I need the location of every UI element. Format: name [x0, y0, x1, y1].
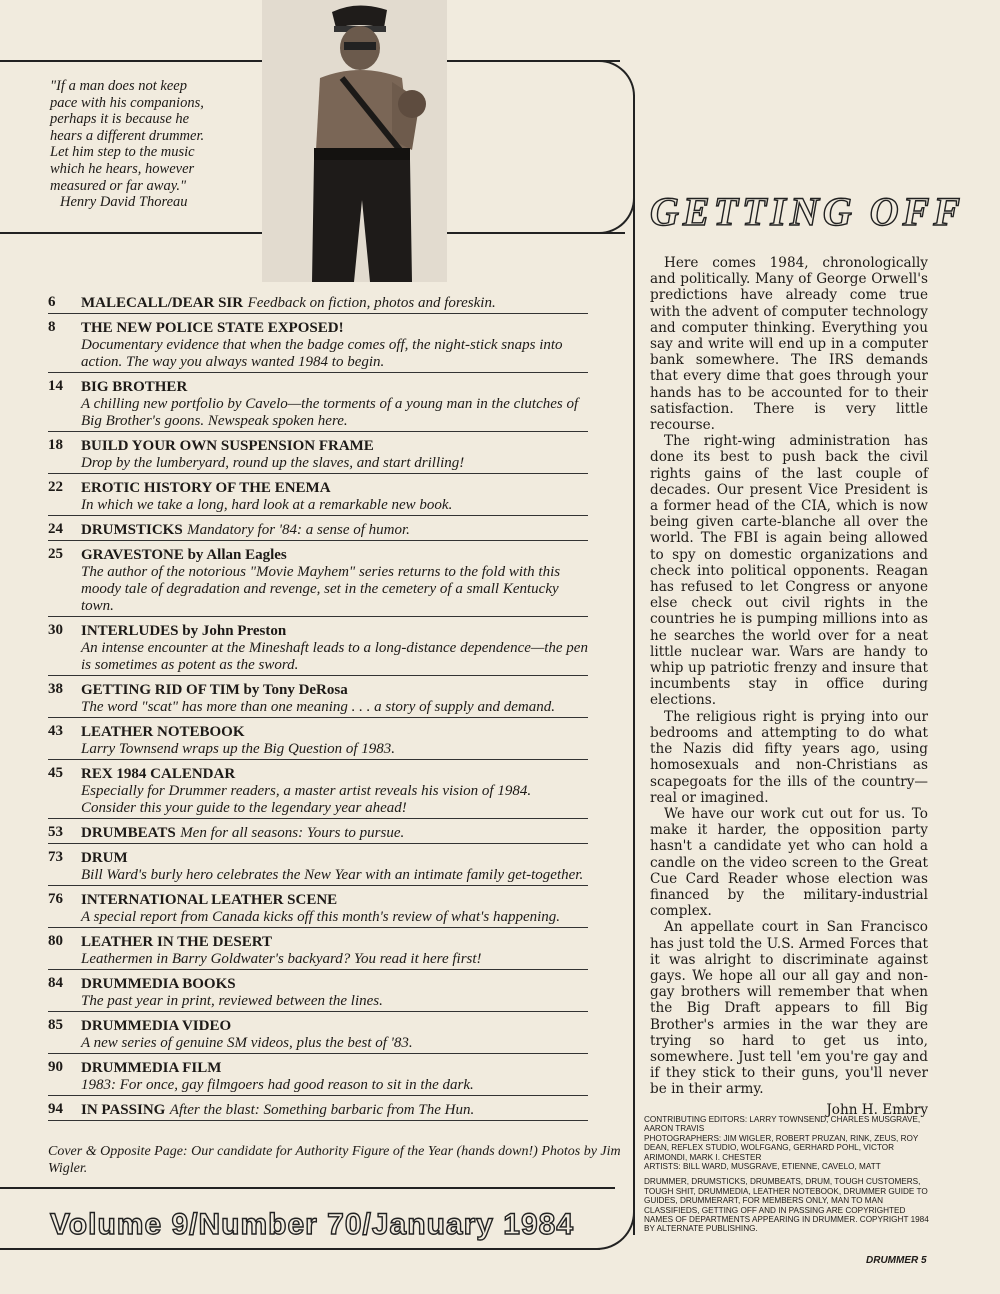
editorial-paragraph: An appellate court in San Francisco has just told the U.S. Armed Forces that it was alright to discriminate against gays. We hope all our all gay and non-gay brothers will remember that when the Big Draft appears to fill Big Brother's armies in the war they are trying so hard to get us into, somewhere. Just tell 'em you're gay and if they stick to their guns, you'll never be in their army. [650, 919, 928, 1098]
page-folio: DRUMMER 5 [866, 1255, 927, 1266]
toc-entry [48, 763, 588, 819]
toc-page-number: 73 [48, 849, 63, 865]
quote-author: Henry David Thoreau [60, 194, 188, 211]
toc-page-number: 22 [48, 479, 63, 495]
volume-line: Volume 9/Number 70/January 1984 [50, 1208, 575, 1241]
quote-line: measured or far away." [50, 177, 187, 194]
toc-entry [48, 317, 588, 373]
toc-entry [48, 519, 588, 541]
toc-page-number: 8 [48, 319, 56, 335]
toc-page-number: 25 [48, 546, 63, 562]
toc-description: In which we take a long, hard look at a remarkable new book. [81, 497, 453, 513]
frame-corner-bottom [590, 1210, 635, 1250]
toc-title: LEATHER IN THE DESERT [81, 934, 273, 950]
toc-page-number: 38 [48, 681, 63, 697]
bottom-rule-lower [0, 1248, 600, 1250]
photographers: PHOTOGRAPHERS: JIM WIGLER, ROBERT PRUZAN, RINK, ZEUS, ROY DEAN, REFLEX STUDIO, WOLFGANG, GERHARD POHL, VICTOR ARIMONDI, MARK I. CHESTER [644, 1133, 919, 1162]
toc-description: Bill Ward's burly hero celebrates the New Year with an intimate family get-together. [81, 867, 584, 883]
toc-page-number: 90 [48, 1059, 63, 1075]
quote-line: Let him step to the music [50, 144, 195, 161]
toc-page-number: 18 [48, 437, 63, 453]
toc-entry [48, 889, 588, 928]
toc-title: INTERNATIONAL LEATHER SCENE [81, 892, 338, 908]
toc-entry [48, 435, 588, 474]
toc-description: 1983: For once, gay filmgoers had good reason to sit in the dark. [81, 1077, 474, 1093]
toc-description: A special report from Canada kicks off this month's review of what's happening. [81, 909, 561, 925]
toc-page-number: 30 [48, 622, 63, 638]
editorial-paragraph: We have our work cut out for us. To make it harder, the opposition party hasn't a candidate yet who can hold a candle on the video screen to the Great Cue Card Reader whose election was financed by the military-industrial complex. [650, 805, 928, 920]
toc-entry [48, 973, 588, 1012]
toc-description: Mandatory for '84: a sense of humor. [187, 522, 410, 538]
toc-entry [48, 847, 588, 886]
toc-description: Drop by the lumberyard, round up the slaves, and start drilling! [81, 455, 465, 471]
toc-description: A chilling new portfolio by Cavelo—the torments of a young man in the clutches of Big Brother's goons. Newspeak spoken here. [81, 396, 579, 429]
toc-page-number: 94 [48, 1101, 63, 1117]
toc-title: GRAVESTONE by Allan Eagles [81, 547, 287, 563]
toc-title: DRUMMEDIA BOOKS [81, 976, 236, 992]
toc-entry [48, 1099, 588, 1121]
thoreau-quote [50, 78, 260, 211]
quote-line: pace with his companions, [50, 94, 204, 111]
bottom-rule-upper [0, 1187, 615, 1189]
toc-description: An intense encounter at the Mineshaft leads to a long-distance dependence—the pen is sometimes as potent as the sword. [81, 640, 588, 673]
toc-description: The past year in print, reviewed between the lines. [81, 993, 383, 1009]
masthead-credits [644, 1115, 929, 1234]
quote-line: which he hears, however [50, 160, 195, 177]
toc-page-number: 84 [48, 975, 63, 991]
toc-page-number: 85 [48, 1017, 63, 1033]
toc-description: The word "scat" has more than one meaning . . . a story of supply and demand. [81, 699, 555, 715]
toc-entry [48, 376, 588, 432]
toc-title: MALECALL/DEAR SIR [81, 295, 244, 311]
toc-entry [48, 544, 588, 617]
toc-page-number: 53 [48, 824, 63, 840]
editorial-signature: John H. Embry [826, 1101, 928, 1118]
toc-entry [48, 1015, 588, 1054]
toc-description: Leathermen in Barry Goldwater's backyard? You read it here first! [81, 951, 482, 967]
toc-page-number: 45 [48, 765, 63, 781]
toc-description: Men for all seasons: Yours to pursue. [180, 825, 405, 841]
toc-entry [48, 822, 588, 844]
editorial-paragraph: The religious right is prying into our bedrooms and attempting to do what the Nazis did fifty years ago, using homosexuals and non-Christians as scapegoats for the ills of the country—real or imagined. [650, 708, 928, 806]
toc-title: DRUM [81, 850, 128, 866]
toc-title: BUILD YOUR OWN SUSPENSION FRAME [81, 438, 374, 454]
toc-description: Larry Townsend wraps up the Big Question of 1983. [81, 741, 396, 757]
trademark-notice: DRUMMER, DRUMSTICKS, DRUMBEATS, DRUM, TOUGH CUSTOMERS, TOUGH SHIT, DRUMMEDIA, LEATHER NOTEBOOK, DRUMMER GUIDE TO GUIDES, DRUMMERART, FOR MEMBERS ONLY, MAN TO MAN CLASSIFIEDS, GETTING OFF AND IN PASSING ARE COPYRIGHTED NAMES OF DEPARTMENTS APPEARING IN DRUMMER. COPYRIGHT 1984 BY ALTERNATE PUBLISHING. [644, 1177, 929, 1234]
toc-page-number: 6 [48, 294, 56, 310]
frame-corner-top [595, 60, 635, 100]
quote-line: hears a different drummer. [50, 127, 205, 144]
toc-title: DRUMBEATS [81, 825, 176, 841]
cover-credit: Cover & Opposite Page: Our candidate for Authority Figure of the Year (hands down!) Photos by Jim Wigler. [48, 1144, 621, 1176]
toc-description: A new series of genuine SM videos, plus the best of '83. [81, 1035, 413, 1051]
toc-title: REX 1984 CALENDAR [81, 766, 236, 782]
editorial-heading: GETTING OFF [650, 189, 965, 234]
editorial-text [650, 255, 928, 1118]
toc-description: Documentary evidence that when the badge comes off, the night-stick snaps into action. The way you always wanted 1984 to begin. [81, 337, 563, 370]
toc-entry [48, 931, 588, 970]
table-of-contents [48, 292, 588, 1124]
toc-title: BIG BROTHER [81, 379, 188, 395]
toc-title: EROTIC HISTORY OF THE ENEMA [81, 480, 331, 496]
toc-title: DRUMMEDIA VIDEO [81, 1018, 232, 1034]
toc-page-number: 14 [48, 378, 63, 394]
toc-page-number: 43 [48, 723, 63, 739]
toc-description: After the blast: Something barbaric from The Hun. [169, 1102, 475, 1118]
frame-vertical-rule [633, 95, 635, 1235]
toc-title: INTERLUDES by John Preston [81, 623, 287, 639]
cover-photo [262, 0, 447, 282]
toc-entry [48, 292, 588, 314]
editorial-paragraph: Here comes 1984, chronologically and politically. Many of George Orwell's predictions have already come true with the advent of computer technology and computer thinking. Everything you say and write will end up in a computer bank somewhere. The IRS demands that every dime that goes through your hands has to be accounted for to their satisfaction. There is very little recourse. [650, 255, 928, 434]
toc-entry [48, 477, 588, 516]
contributing-editors: CONTRIBUTING EDITORS: LARRY TOWNSEND, CHARLES MUSGRAVE, AARON TRAVIS [644, 1115, 921, 1134]
toc-page-number: 80 [48, 933, 63, 949]
toc-entry [48, 721, 588, 760]
toc-title: DRUMSTICKS [81, 522, 183, 538]
toc-entry [48, 1057, 588, 1096]
quote-line: "If a man does not keep [50, 78, 187, 94]
toc-description: The author of the notorious "Movie Mayhem" series returns to the fold with this moody tale of degradation and revenge, set in the cemetery of a small Kentucky town. [81, 564, 561, 614]
toc-entry [48, 620, 588, 676]
toc-page-number: 76 [48, 891, 63, 907]
toc-description: Feedback on fiction, photos and foreskin. [247, 295, 496, 311]
artists: ARTISTS: BILL WARD, MUSGRAVE, ETIENNE, CAVELO, MATT [644, 1162, 881, 1172]
toc-title: DRUMMEDIA FILM [81, 1060, 222, 1076]
toc-description: Especially for Drummer readers, a master artist reveals his vision of 1984. Consider this your guide to the legendary year ahead! [81, 783, 532, 816]
toc-title: IN PASSING [81, 1102, 166, 1118]
editorial-paragraph: The right-wing administration has done its best to push back the civil rights gains of the last couple of decades. Our present Vice President is a former head of the CIA, which is now being given carte-blanche all over the world. The FBI is again being allowed to spy on domestic organizations and check into political opponents. Reagan has refused to let Congress or anyone else check out civil rights in the countries he is pumping millions into as he searches the world over for a neat little nuclear war. Wars are handy to whip up patriotic frenzy and insure that incumbents stay in office during elections. [650, 433, 928, 709]
toc-title: GETTING RID OF TIM by Tony DeRosa [81, 682, 348, 698]
toc-title: LEATHER NOTEBOOK [81, 724, 245, 740]
quote-line: perhaps it is because he [50, 111, 190, 128]
frame-corner-mid [595, 196, 635, 234]
toc-page-number: 24 [48, 521, 63, 537]
toc-title: THE NEW POLICE STATE EXPOSED! [81, 320, 344, 336]
toc-entry [48, 679, 588, 718]
